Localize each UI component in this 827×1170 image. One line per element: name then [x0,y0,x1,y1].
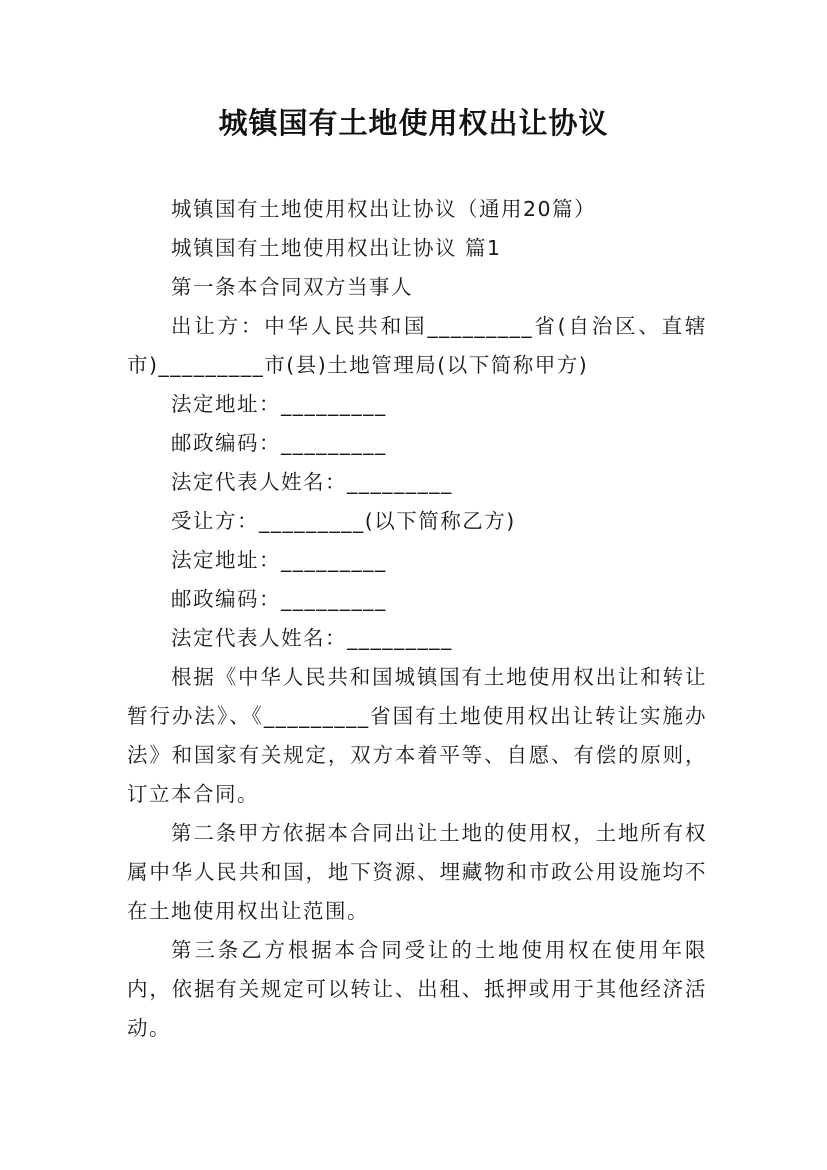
paragraph-grantee: 受让方：_________(以下简称乙方) [171,509,516,533]
paragraph-article-2: 第二条甲方依据本合同出让土地的使用权，土地所有权属中华人民共和国，地下资源、埋藏物和市政公用设施均不在土地使用权出让范围。 [127,821,707,923]
document-body [127,190,707,1048]
paragraph-article-3: 第三条乙方根据本合同受让的土地使用权在使用年限内，依据有关规定可以转让、出租、抵押或用于其他经济活动。 [127,938,707,1040]
paragraph-grantee-representative: 法定代表人姓名：_________ [171,626,453,650]
paragraph-article-1: 第一条本合同双方当事人 [171,275,413,299]
paragraph-grantor-postcode: 邮政编码：_________ [171,431,387,455]
paragraph-grantee-address: 法定地址：_________ [171,548,387,572]
paragraph-legal-basis: 根据《中华人民共和国城镇国有土地使用权出让和转让暂行办法》、《_________省国有土地使用权出让转让实施办法》和国家有关规定，双方本着平等、自愿、有偿的原则，订立本合同。 [127,665,707,806]
paragraph-grantor-representative: 法定代表人姓名：_________ [171,470,453,494]
paragraph-section-heading: 城镇国有土地使用权出让协议 篇1 [171,236,502,260]
paragraph-grantor: 出让方：中华人民共和国_________省(自治区、直辖市)_________市(县)土地管理局(以下简称甲方) [127,314,707,377]
paragraph-subtitle: 城镇国有土地使用权出让协议（通用20篇） [171,197,597,221]
document-title: 城镇国有土地使用权出让协议 [218,106,609,140]
paragraph-grantor-address: 法定地址：_________ [171,392,387,416]
paragraph-grantee-postcode: 邮政编码：_________ [171,587,387,611]
